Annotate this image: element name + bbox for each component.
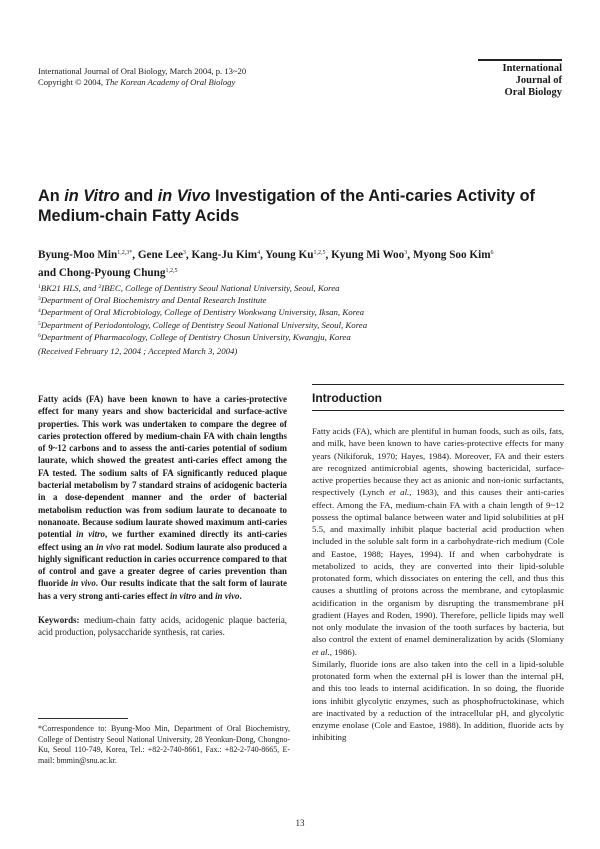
affiliation-sup: 4 xyxy=(38,308,41,315)
affiliation xyxy=(38,319,558,331)
abstract-italic: in vivo xyxy=(96,541,121,552)
intro-text: Fatty acids (FA), which are plentiful in human foods, such as oils, fats, and milk, have been known to have caries-protective effects for many years (Nikiforuk, 1970; Hayes, 1984). Moreover, FA and their esters are recognized antimicrobial agents, showing bactericidal, surface-active properties because they act as anionic and non-ionic surfactants, respectively (Lynch xyxy=(312,426,564,498)
author-name: Kyung Mi Woo xyxy=(331,249,405,261)
author-sup: 3 xyxy=(404,250,408,256)
abstract-italic: in vivo xyxy=(70,578,96,589)
affiliation-text: BK21 HLS, and xyxy=(40,283,99,293)
abstract-text: , we further examined directly its anti-caries effect using an xyxy=(38,529,287,552)
abstract-text: Fatty acids (FA) have been known to have a caries-protective effect for many years and show bactericidal and surface-active properties. This work was undertaken to compare the degree of caries protection offered by medium-chain FA with chain lengths of 9~12 carbons and to assess the anti-caries potential of sodium laurate, which showed the greatest anti-caries effect among the FA tested. The sodium salts of FA significantly reduced plaque bacterial metabolism by 7 standard strains of acidogenic bacteria in a dose-dependent manner and the order of bacterial metabolism reduction was from sodium laurate to decanoate to nonanoate. Because sodium laurate showed maximum anti-caries potential xyxy=(38,394,287,540)
affiliation-text: Department of Oral Biochemistry and Dental Research Institute xyxy=(40,295,267,306)
copyright-line xyxy=(38,77,338,88)
section-heading-introduction: Introduction xyxy=(312,391,382,405)
intro-text: , 1986). xyxy=(329,646,357,657)
intro-italic: et al. xyxy=(312,646,330,657)
author-name: Gene Lee xyxy=(137,249,183,261)
right-column xyxy=(312,384,564,744)
abstract-text: . Our results indicate that the salt form of laurate has a very strong anti-caries effect xyxy=(38,578,288,601)
title-part: and xyxy=(119,187,158,205)
affiliation xyxy=(38,294,558,306)
page-number: 13 xyxy=(295,818,305,828)
title-part: Investigation of the Anti-caries Activity of Medium-chain Fatty Acids xyxy=(38,187,535,225)
title-italic: in Vitro xyxy=(64,187,120,205)
article-title xyxy=(38,186,563,226)
keywords xyxy=(38,614,287,639)
footnote-divider xyxy=(38,718,128,719)
paragraph: Similarly, fluoride ions are also taken into the cell in a lipid-soluble protonated form when the external pH is lower than the internal pH, and this too leads to internal acidification. In so doing, the fluoride ions inhibit glycolytic enzymes, such as phosphofructokinase, which are inactivated by a reduction of the intracellular pH, and glycolytic enzyme enolase (Cole and Eastoe, 1988). In addition, fluoride acts by inhibiting xyxy=(312,658,564,743)
received-dates: (Received February 12, 2004 ; Accepted March 3, 2004) xyxy=(38,346,238,356)
abstract-italic: in vivo xyxy=(215,590,240,601)
section-rule-bottom xyxy=(312,410,564,411)
intro-text: , 1983), and this causes their anti-caries effect. Among the FA, medium-chain FA with a chain length of 9~12 possess the optimal balance between water and lipid solubilities at pH 5.5, and maximally inhibit plaque bacterial acid production when included in the soluble salt form in a carbohydrate-rich medium (Cole and Eastoe, 1988; Hayes, 1994). If and when carbohydrate is metabolized to acids, they are converted into their lipid-soluble protonated form, which dissociates on entering the cell, and thus this causes a shuttling of protons across the membrane, and cytoplasmic acidification in the organism by disrupting the transmembrane pH gradient (Hayes and Roden, 1990). Therefore, pellicle lipids may well not only modulate the invasion of the tooth surfaces by bacteria, but also control the extent of enamel demineralization by acids (Slomiany xyxy=(312,487,565,645)
affiliation xyxy=(38,306,558,318)
intro-italic: et al. xyxy=(389,487,410,498)
journal-line-3: Oral Biology xyxy=(504,87,562,98)
author-name: Chong-Pyoung Chung xyxy=(58,267,166,279)
affiliation-text: IBEC, College of Dentistry Seoul National University, Seoul, Korea xyxy=(101,283,340,293)
title-italic: in Vivo xyxy=(157,187,211,205)
affiliation-sup: 5 xyxy=(38,320,41,327)
affiliation-list xyxy=(38,282,558,343)
affiliation xyxy=(38,282,558,294)
citation-line: International Journal of Oral Biology, March 2004, p. 13~20 xyxy=(38,66,247,76)
correspondence-footnote: *Correspondence to: Byung-Moo Min, Department of Oral Biochemistry, College of Dentistry Seoul National University, 28 Yeonkun-Dong, Chongno-Ku, Seoul 110-749, Korea, Tel.: +82-2-740-8661, Fax.: +82-2-740-8665, E-mail: bmmin@snu.ac.kr. xyxy=(38,724,290,765)
abstract-italic: in vitro xyxy=(76,529,105,540)
abstract-text: and xyxy=(196,590,216,601)
affiliation-sup: 3 xyxy=(38,296,41,303)
affiliation-text: Department of Periodontology, College of Dentistry Seoul National University, Seoul, Korea xyxy=(40,319,368,330)
author-sup: 3 xyxy=(182,250,186,256)
journal-rule xyxy=(478,59,562,61)
author-sup: 1,2,5 xyxy=(165,268,178,274)
affiliation-sup: 1 xyxy=(38,284,41,290)
paragraph xyxy=(312,425,564,658)
keywords-label: Keywords: xyxy=(38,615,80,626)
title-part: An xyxy=(38,187,65,205)
author-sup: 4 xyxy=(257,250,261,256)
author-sup: 1,2,3* xyxy=(117,250,133,256)
author-name: Kang-Ju Kim xyxy=(191,249,258,261)
keywords-text: medium-chain fatty acids, acidogenic plaque bacteria, acid production, polysaccharide synthesis, rat caries. xyxy=(38,615,287,638)
abstract-italic: in vitro xyxy=(169,590,197,601)
affiliation-sup: 6 xyxy=(38,332,41,339)
journal-name-block xyxy=(470,63,562,99)
abstract-text: . xyxy=(239,590,242,601)
affiliation xyxy=(38,331,558,343)
affiliation-text: Department of Pharmacology, College of Dentistry Chosun University, Kwangju, Korea xyxy=(40,331,351,342)
copyright-prefix: Copyright © 2004, xyxy=(38,77,106,87)
left-column xyxy=(38,393,287,639)
author-name: Myong Soo Kim xyxy=(412,249,491,261)
author-name: Byung-Moo Min xyxy=(38,249,118,261)
author-name: Young Ku xyxy=(265,249,314,261)
author-list: Byung-Moo Min$^{1,2,3*}$, Gene Lee$^3$, Kang-Ju Kim$^4$, Young Ku$^{1,2,5}$, Kyung Mi Woo$^3$, Myong Soo Kim$^6$ and Chong-Pyoung Chung$^{1,2,5}$ xyxy=(38,249,494,279)
journal-line-2: Journal of xyxy=(515,75,562,86)
journal-citation xyxy=(38,66,338,88)
affiliation-sup: 2 xyxy=(98,284,102,290)
author-sup: 6 xyxy=(490,250,494,256)
abstract-text: rat model. Sodium laurate also produced a highly significant reduction in caries occurrence compared to that of control and gave a greater degree of caries prevention than fluoride xyxy=(38,541,287,589)
affiliation-text: Department of Oral Microbiology, College of Dentistry Wonkwang University, Iksan, Korea xyxy=(40,307,365,318)
copyright-org: The Korean Academy of Oral Biology xyxy=(105,77,236,87)
abstract xyxy=(38,393,287,602)
author-sup: 1,2,5 xyxy=(313,250,326,256)
journal-line-1: International xyxy=(502,63,562,74)
introduction-body xyxy=(312,425,564,744)
